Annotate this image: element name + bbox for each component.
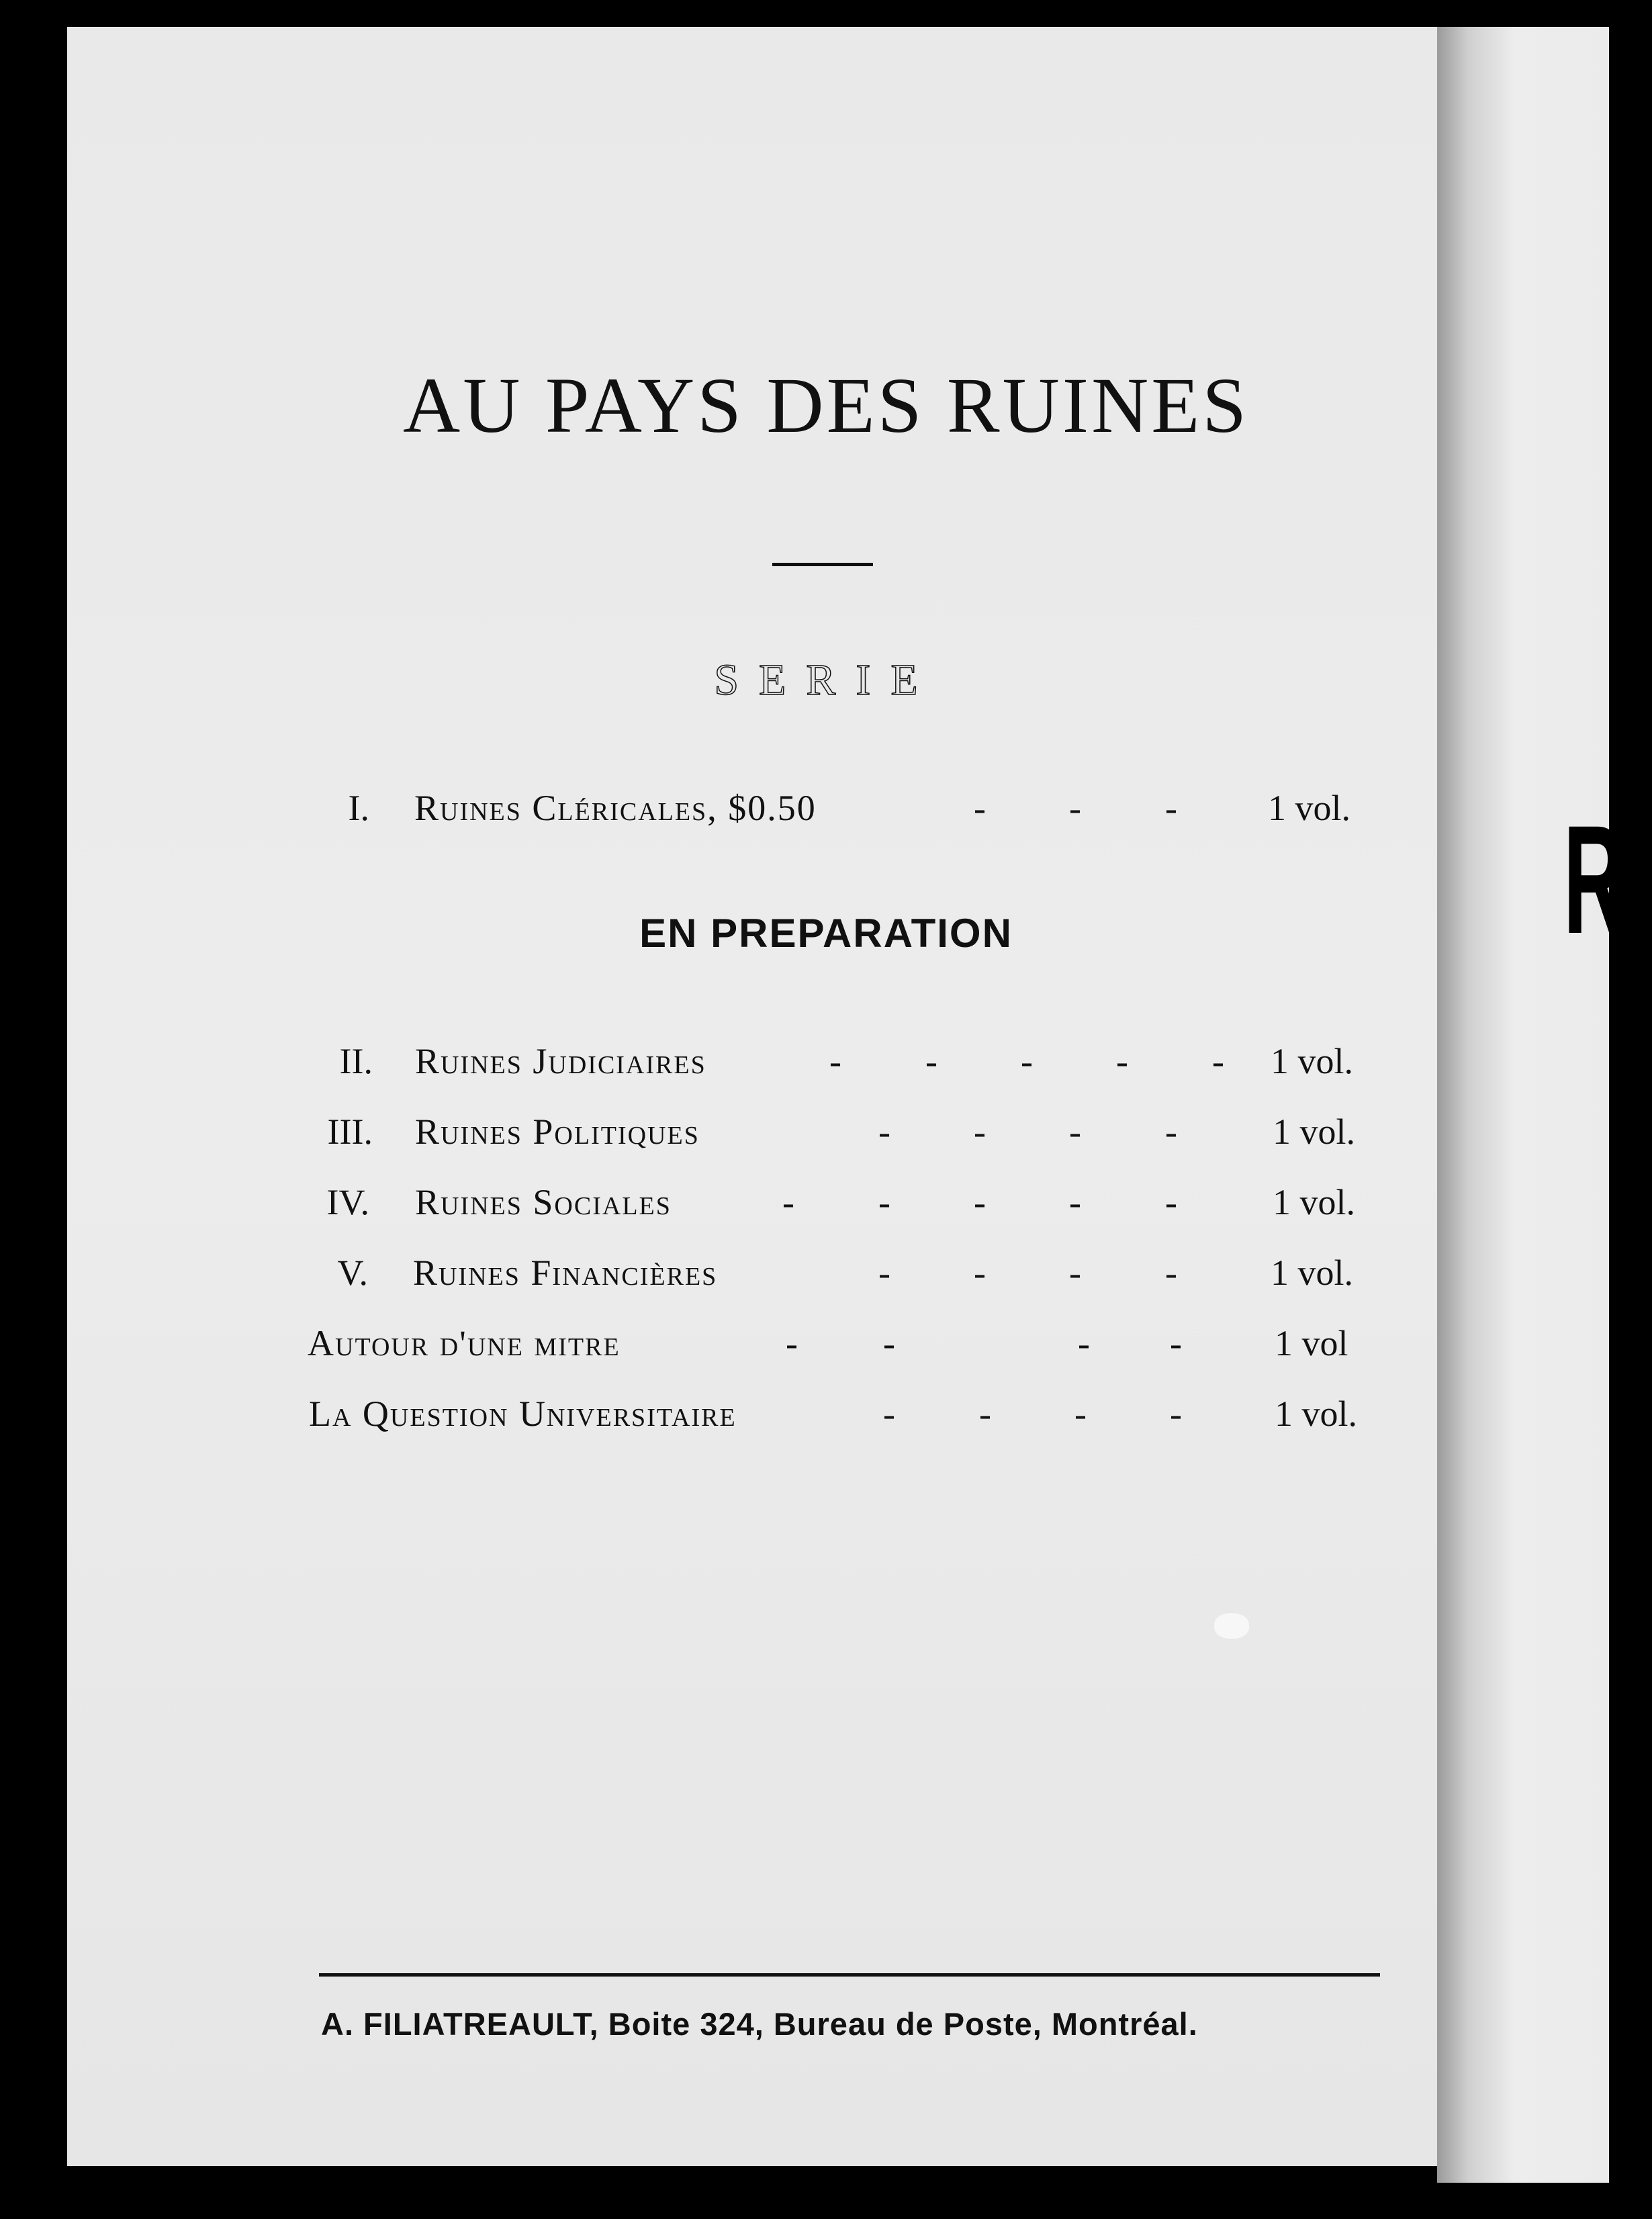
list-item	[0, 1390, 1410, 1437]
entry-number: III.	[327, 1112, 373, 1152]
entry-number: I.	[348, 788, 369, 828]
entry-title: Autour d'une mitre	[308, 1323, 621, 1363]
entry-volumes: 1 vol.	[1275, 1394, 1358, 1434]
list-item	[0, 1038, 1410, 1085]
footer-rule	[319, 1973, 1380, 1977]
leader-dash: -	[1078, 1323, 1090, 1363]
entry-title: La Question Universitaire	[309, 1394, 737, 1434]
entry-volumes: 1 vol.	[1273, 1182, 1356, 1222]
entry-volumes: 1 vol.	[1271, 1041, 1354, 1081]
paper-blemish	[1214, 1613, 1249, 1639]
entry-title: Ruines Judiciaires	[415, 1041, 706, 1081]
leader-dash: -	[974, 788, 986, 828]
entry-title: Ruines Politiques	[415, 1112, 700, 1152]
leader-dash: -	[1069, 1182, 1081, 1222]
entry-title: Ruines Financières	[413, 1253, 718, 1293]
title-rule	[772, 563, 873, 566]
list-item	[0, 1249, 1410, 1296]
list-item	[0, 1108, 1410, 1155]
leader-dash: -	[1165, 1112, 1177, 1152]
publisher-imprint: A. FILIATREAULT, Boite 324, Bureau de Poste, Montréal.	[321, 2006, 1198, 2042]
leader-dash: -	[1074, 1394, 1087, 1434]
leader-dash: -	[1069, 1253, 1081, 1293]
leader-dash: -	[878, 1112, 890, 1152]
leader-dash: -	[974, 1253, 986, 1293]
entry-number: IV.	[326, 1182, 369, 1222]
list-item	[0, 1179, 1410, 1226]
leader-dash: -	[1170, 1323, 1182, 1363]
leader-dash: -	[1021, 1041, 1033, 1081]
leader-dash: -	[925, 1041, 937, 1081]
leader-dash: -	[1165, 788, 1177, 828]
leader-dash: -	[979, 1394, 991, 1434]
leader-dash: -	[829, 1041, 841, 1081]
leader-dash: -	[974, 1112, 986, 1152]
series-heading: SERIE	[714, 655, 938, 705]
leader-dash: -	[1116, 1041, 1128, 1081]
preparation-heading: EN PREPARATION	[639, 911, 1013, 956]
leader-dash: -	[1165, 1182, 1177, 1222]
leader-dash: -	[786, 1323, 798, 1363]
entry-number: II.	[339, 1041, 373, 1081]
leader-dash: -	[1170, 1394, 1182, 1434]
entry-title: Ruines Cléricales, $0.50	[414, 788, 817, 828]
leader-dash: -	[974, 1182, 986, 1222]
leader-dash: -	[1069, 1112, 1081, 1152]
facing-page-letter-fragment: R	[1563, 793, 1625, 966]
entry-volumes: 1 vol	[1275, 1323, 1348, 1363]
leader-dash: -	[1212, 1041, 1224, 1081]
leader-dash: -	[782, 1182, 794, 1222]
scanned-page	[67, 27, 1451, 2166]
document-title: AU PAYS DES RUINES	[402, 361, 1249, 449]
list-item	[0, 1320, 1410, 1367]
entry-volumes: 1 vol.	[1273, 1112, 1356, 1152]
facing-page-edge	[1437, 27, 1609, 2183]
leader-dash: -	[878, 1182, 890, 1222]
leader-dash: -	[1069, 788, 1081, 828]
leader-dash: -	[883, 1323, 895, 1363]
leader-dash: -	[1165, 1253, 1177, 1293]
entry-volumes: 1 vol.	[1271, 1253, 1354, 1293]
entry-title: Ruines Sociales	[415, 1182, 672, 1222]
leader-dash: -	[878, 1253, 890, 1293]
leader-dash: -	[883, 1394, 895, 1434]
list-item	[0, 784, 1410, 831]
entry-volumes: 1 vol.	[1268, 788, 1351, 828]
entry-number: V.	[337, 1253, 368, 1293]
